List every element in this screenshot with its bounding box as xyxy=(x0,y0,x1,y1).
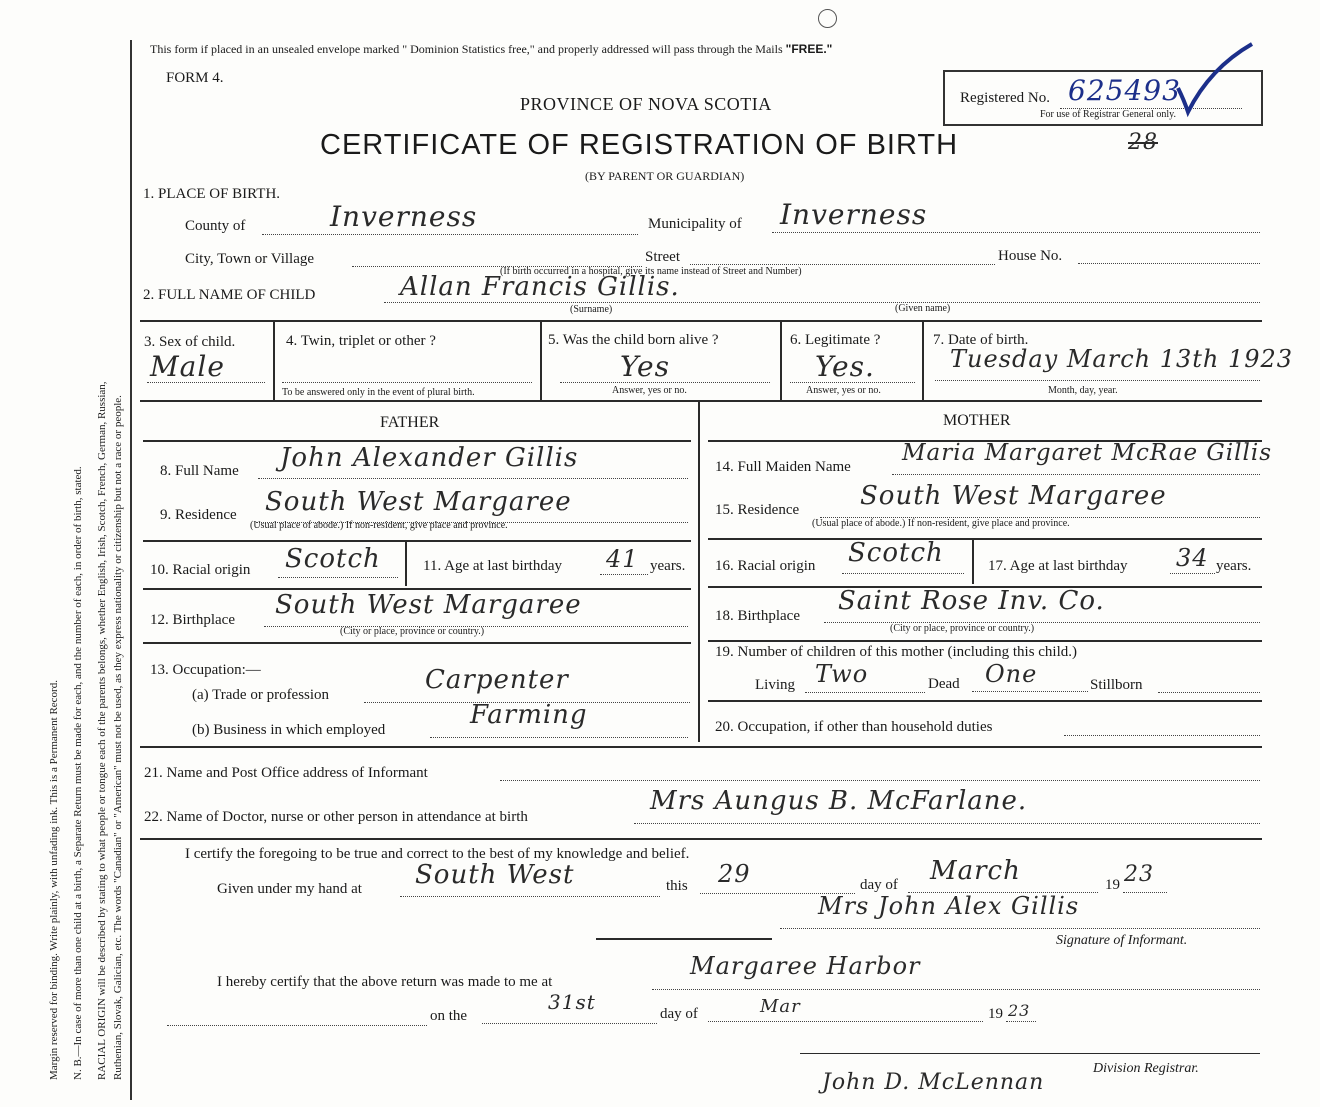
mother-racial-value: Scotch xyxy=(848,538,944,568)
field-20-label: 20. Occupation, if other than household duties xyxy=(715,719,993,735)
occupation-mother-line xyxy=(1064,735,1260,736)
year-value: 23 xyxy=(1124,862,1154,887)
county-label: County of xyxy=(185,218,246,234)
mother-line-c xyxy=(708,640,1262,642)
registered-number: 625493 xyxy=(1068,74,1181,107)
check-mark xyxy=(1170,38,1260,118)
registrar-place-line xyxy=(652,989,1260,990)
born-alive-value: Yes xyxy=(620,350,670,383)
dead-value: One xyxy=(985,660,1038,688)
given-label: Given under my hand at xyxy=(217,881,362,897)
parents-divider xyxy=(698,402,700,742)
field-1-label: 1. PLACE OF BIRTH. xyxy=(143,186,281,202)
on-the-label: on the xyxy=(430,1008,468,1024)
registered-label: Registered No. xyxy=(960,90,1050,106)
field-21-label: 21. Name and Post Office address of Informant xyxy=(144,765,428,781)
father-birthplace-note: (City or place, province or country.) xyxy=(340,626,485,637)
street-label: Street xyxy=(645,249,680,265)
pre-on-line xyxy=(167,1025,427,1026)
field-18-label: 18. Birthplace xyxy=(715,608,800,624)
field-19-label: 19. Number of children of this mother (including this child.) xyxy=(715,644,1078,660)
reg-month-line xyxy=(708,1021,983,1022)
field-13b-label: (b) Business in which employed xyxy=(192,722,386,738)
reg-month-value: Mar xyxy=(760,996,801,1017)
mother-name-value: Maria Margaret McRae Gillis xyxy=(902,440,1273,466)
child-name-value: Allan Francis Gillis. xyxy=(400,272,680,302)
field-3-label: 3. Sex of child. xyxy=(144,334,236,350)
margin-note-4: Ruthenian, Slovak, Galician, etc. The words "Canadian" or "American" must not be used, as they express nationality or citizenship but not a race or people. xyxy=(112,395,124,1080)
row3-div-4 xyxy=(922,322,924,400)
mother-residence-note: (Usual place of abode.) If non-resident, give place and province. xyxy=(812,518,1070,529)
county-value: Inverness xyxy=(330,200,478,233)
child-name-line xyxy=(384,302,1260,303)
father-name-line xyxy=(258,478,688,479)
field-7-label: 7. Date of birth. xyxy=(933,332,1029,348)
mother-residence-value: South West Margaree xyxy=(860,481,1167,511)
reg-year-line xyxy=(1006,1021,1036,1022)
father-name-value: John Alexander Gillis xyxy=(280,443,579,473)
field-13a-label: (a) Trade or profession xyxy=(192,687,330,703)
month-value: March xyxy=(930,856,1021,886)
field-12-label: 12. Birthplace xyxy=(150,612,235,628)
mother-years-label: years. xyxy=(1216,558,1252,574)
division-registrar-label: Division Registrar. xyxy=(1093,1061,1199,1076)
day-of-label: day of xyxy=(860,877,898,893)
mail-notice: This form if placed in an unsealed envelope marked " Dominion Statistics free," and properly addressed will pass through the Mails "FREE." xyxy=(150,42,833,56)
reg-day-value: 31st xyxy=(548,990,596,1014)
father-racial-div xyxy=(405,542,407,586)
field-14-label: 14. Full Maiden Name xyxy=(715,459,851,475)
dob-line xyxy=(935,380,1260,381)
reg-year-prefix: 19 xyxy=(988,1006,1003,1022)
binding-margin-line xyxy=(130,40,132,1100)
father-heading: FATHER xyxy=(380,414,440,431)
punch-hole xyxy=(818,9,837,28)
registrar-signature: John D. McLennan xyxy=(822,1070,1045,1095)
row3-bottom-line xyxy=(140,400,1262,402)
mother-birthplace-value: Saint Rose Inv. Co. xyxy=(838,586,1105,616)
province: PROVINCE OF NOVA SCOTIA xyxy=(520,94,772,114)
row3-top-line xyxy=(140,320,1262,322)
certificate-subtitle: (BY PARENT OR GUARDIAN) xyxy=(585,169,745,183)
business-line xyxy=(430,737,688,738)
surname-note: (Surname) xyxy=(570,304,613,315)
dead-line xyxy=(972,691,1088,692)
informant-signature: Mrs John Alex Gillis xyxy=(818,892,1080,920)
living-line xyxy=(805,692,925,693)
field-2-label: 2. FULL NAME OF CHILD xyxy=(143,287,316,303)
informant-top-line xyxy=(140,838,1262,840)
row3-div-3 xyxy=(780,322,782,400)
field-5-label: 5. Was the child born alive ? xyxy=(548,332,719,348)
field-4-note: To be answered only in the event of plural birth. xyxy=(282,387,475,398)
row3-div-2 xyxy=(540,322,542,400)
mother-racial-line xyxy=(842,573,964,574)
legitimate-value: Yes. xyxy=(815,350,875,383)
form-number: FORM 4. xyxy=(166,70,224,86)
doctor-line xyxy=(634,823,1260,824)
father-line-a xyxy=(143,540,691,542)
field-22-label: 22. Name of Doctor, nurse or other person in attendance at birth xyxy=(144,809,528,825)
informant-line xyxy=(500,780,1260,781)
municipality-line xyxy=(772,232,1260,233)
father-birthplace-value: South West Margaree xyxy=(275,590,582,620)
stillborn-line xyxy=(1158,692,1260,693)
year-prefix: 19 xyxy=(1105,877,1120,893)
field-4-label: 4. Twin, triplet or other ? xyxy=(286,333,436,349)
hospital-note: (If birth occurred in a hospital, give its name instead of Street and Number) xyxy=(500,266,802,277)
field-10-label: 10. Racial origin xyxy=(150,562,251,578)
city-label: City, Town or Village xyxy=(185,251,315,267)
mother-line-d xyxy=(708,700,1262,702)
given-place-line xyxy=(400,896,660,897)
county-line xyxy=(262,234,638,235)
father-years-label: years. xyxy=(650,558,686,574)
trade-value: Carpenter xyxy=(425,665,569,695)
given-place-value: South West xyxy=(415,860,575,890)
day-value: 29 xyxy=(718,860,751,888)
municipality-value: Inverness xyxy=(780,198,928,231)
informant-sig-line xyxy=(780,928,1260,929)
reg-day-line xyxy=(482,1023,657,1024)
father-racial-value: Scotch xyxy=(285,544,381,574)
certificate-title: CERTIFICATE OF REGISTRATION OF BIRTH xyxy=(320,129,959,161)
father-residence-value: South West Margaree xyxy=(265,487,572,517)
father-racial-line xyxy=(278,577,398,578)
field-7-note: Month, day, year. xyxy=(1048,385,1118,396)
mother-heading: MOTHER xyxy=(943,412,1011,429)
field-13-label: 13. Occupation:— xyxy=(150,662,261,678)
registrar-top-rule xyxy=(800,1053,1260,1054)
mother-line-a xyxy=(708,538,1262,540)
hereby-text: I hereby certify that the above return was made to me at xyxy=(217,974,553,990)
father-age-line xyxy=(600,574,648,575)
registrar-use-note: For use of Registrar General only. xyxy=(1040,109,1176,120)
sex-value: Male xyxy=(150,350,225,383)
stillborn-label: Stillborn xyxy=(1090,677,1143,693)
mother-racial-div xyxy=(972,540,974,584)
father-heading-line xyxy=(143,440,691,442)
side-mark: 28 xyxy=(1128,130,1158,155)
living-value: Two xyxy=(815,660,869,688)
this-label: this xyxy=(666,878,688,894)
house-line xyxy=(1078,263,1260,264)
dob-value: Tuesday March 13th 1923 xyxy=(950,345,1294,373)
twin-line xyxy=(282,382,532,383)
house-label: House No. xyxy=(998,248,1063,264)
municipality-label: Municipality of xyxy=(648,216,742,232)
parents-bottom-line xyxy=(140,746,1262,748)
mother-age-value: 34 xyxy=(1176,544,1209,572)
margin-note-1: Margin reserved for binding. Write plainly, with unfading ink. This is a Permanent Record. xyxy=(48,680,60,1080)
reg-day-of-label: day of xyxy=(660,1006,698,1022)
short-rule xyxy=(596,938,772,940)
field-17-label: 17. Age at last birthday xyxy=(988,558,1128,574)
field-8-label: 8. Full Name xyxy=(160,463,239,479)
dead-label: Dead xyxy=(928,676,960,692)
street-line xyxy=(690,264,995,265)
field-16-label: 16. Racial origin xyxy=(715,558,816,574)
signature-label: Signature of Informant. xyxy=(1056,933,1188,948)
year-line xyxy=(1123,892,1167,893)
field-9-label: 9. Residence xyxy=(160,507,237,523)
certify-text: I certify the foregoing to be true and correct to the best of my knowledge and belief. xyxy=(185,846,690,862)
field-6-label: 6. Legitimate ? xyxy=(790,332,881,348)
father-residence-note: (Usual place of abode.) If non-resident, give place and province. xyxy=(250,520,508,531)
row3-div-1 xyxy=(273,322,275,400)
field-5-note: Answer, yes or no. xyxy=(612,385,687,396)
field-11-label: 11. Age at last birthday xyxy=(423,558,562,574)
doctor-value: Mrs Aungus B. McFarlane. xyxy=(650,786,1028,816)
registrar-place-value: Margaree Harbor xyxy=(690,952,921,980)
mail-free: "FREE." xyxy=(785,42,833,56)
father-age-value: 41 xyxy=(606,545,639,573)
mother-name-line xyxy=(892,474,1260,475)
margin-note-3: RACIAL ORIGIN will be described by stating to what people or tongue each of the parents belongs, whether English, Irish, Scotch, French, German, Russian, xyxy=(96,381,108,1080)
reg-year-value: 23 xyxy=(1008,1001,1031,1020)
given-name-note: (Given name) xyxy=(895,303,951,314)
mother-birthplace-note: (City or place, province or country.) xyxy=(890,623,1035,634)
mother-age-line xyxy=(1170,573,1215,574)
living-label: Living xyxy=(755,677,795,693)
field-15-label: 15. Residence xyxy=(715,502,800,518)
father-line-c xyxy=(143,642,691,644)
business-value: Farming xyxy=(470,700,588,730)
field-6-note: Answer, yes or no. xyxy=(806,385,881,396)
margin-note-2: N. B.—In case of more than one child at a birth, a Separate Return must be made for each, and the number of each, in order of birth, stated. xyxy=(72,466,84,1080)
